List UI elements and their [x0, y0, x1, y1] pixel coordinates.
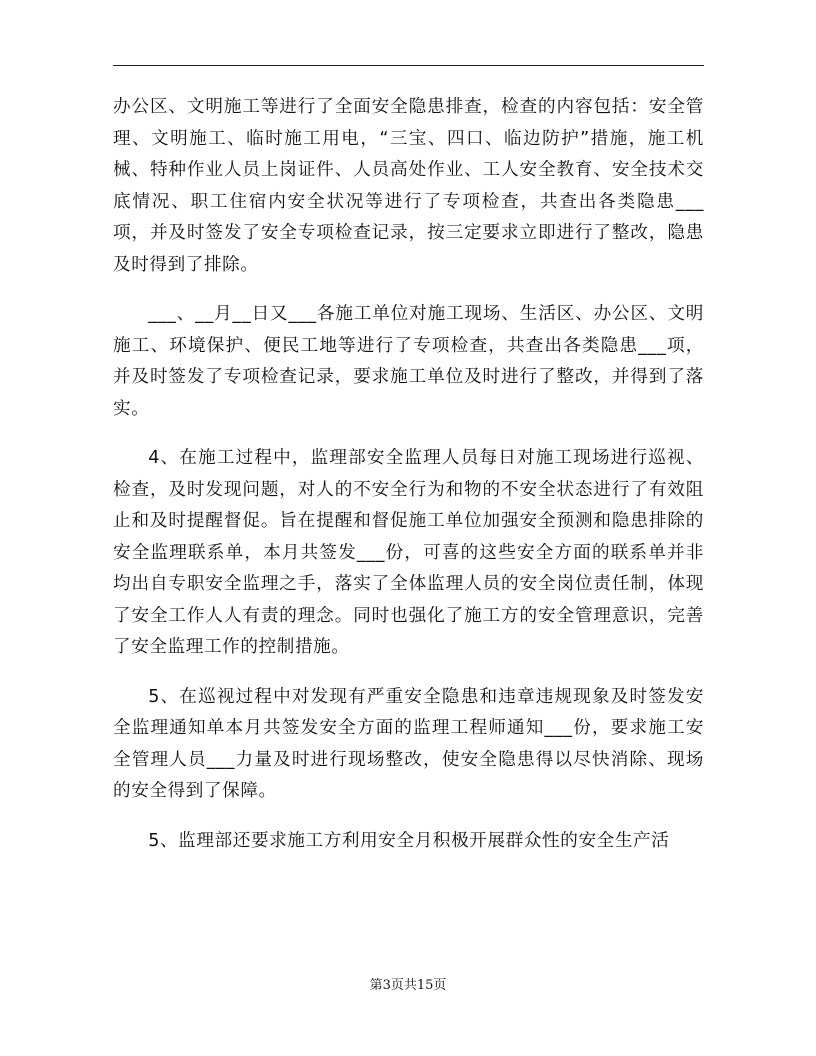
paragraph-item-4-patrol: 4、在施工过程中，监理部安全监理人员每日对施工现场进行巡视、检查，及时发现问题，对人的不安全行为和物的不安全状态进行了有效阻止和及时提醒督促。旨在提醒和督促施工单位加强安全预测和隐患排除的安全监理联系单，本月共签发___份，可喜的这些安全方面的联系单并非均出自专职安全监理之手，落实了全体监理人员的安全岗位责任制，体现了安全工作人人有责的理念。同时也强化了施工方的安全管理意识，完善了安全监理工作的控制措施。 — [113, 448, 704, 657]
page-number-footer: 第3页共15页 — [369, 978, 447, 993]
header-rule — [113, 65, 704, 66]
paragraph-inspection-summary: 办公区、文明施工等进行了全面安全隐患排查，检查的内容包括：安全管理、文明施工、临时施工用电，“三宝、四口、临边防护”措施，施工机械、特种作业人员上岗证件、人员高处作业、工人安全教育、安全技术交底情况、职工住宿内安全状况等进行了专项检查，共查出各类隐患___项，并及时签发了安全专项检查记录，按三定要求立即进行了整改，隐患及时得到了排除。 — [113, 97, 704, 275]
document-body — [113, 92, 704, 857]
paragraph-special-inspection: ___、__月__日又___各施工单位对施工现场、生活区、办公区、文明施工、环境保护、便民工地等进行了专项检查，共查出各类隐患___项，并及时签发了专项检查记录，要求施工单位及时进行了整改，并得到了落实。 — [113, 304, 704, 419]
paragraph-item-5-notices: 5、在巡视过程中对发现有严重安全隐患和违章违规现象及时签发安全监理通知单本月共签发安全方面的监理工程师通知___份，要求施工安全管理人员___力量及时进行现场整改，使安全隐患得以尽快消除、现场的安全得到了保障。 — [113, 686, 704, 801]
paragraph-item-5-safety-month: 5、监理部还要求施工方利用安全月积极开展群众性的安全生产活 — [148, 830, 670, 851]
